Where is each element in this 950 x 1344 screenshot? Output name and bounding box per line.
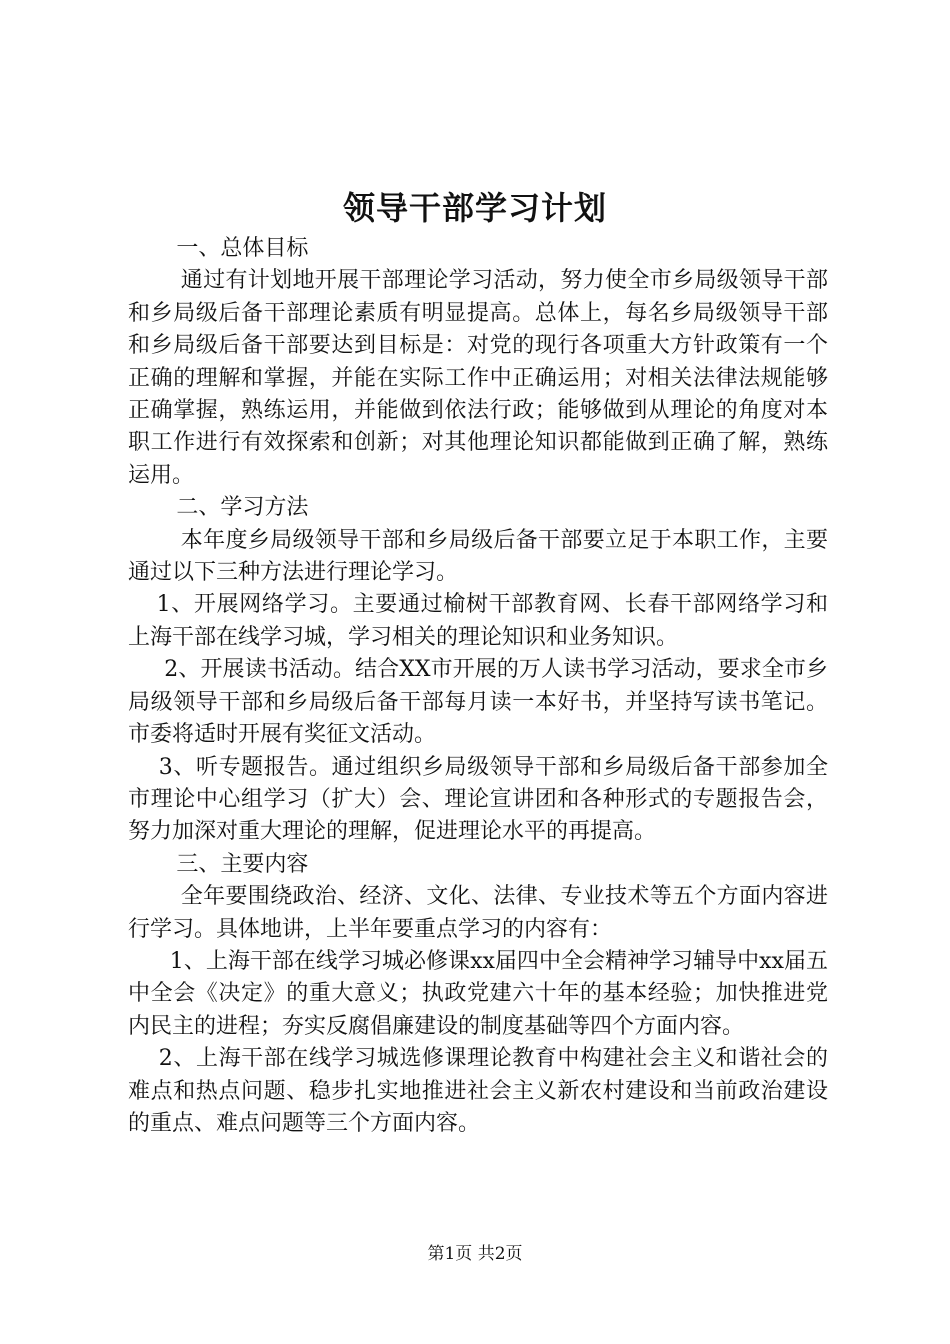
list-item: 1、上海干部在线学习城必修课xx届四中全会精神学习辅导中xx届五中全会《决定》的重大意义；执政党建六十年的基本经验；加快推进党内民主的进程；夯实反腐倡廉建设的制度基础等四个方面内容。	[128, 948, 828, 1039]
page-footer: 第1页 共2页	[427, 1244, 523, 1264]
paragraph: 全年要围绕政治、经济、文化、法律、专业技术等五个方面内容进行学习。具体地讲，上半年要重点学习的内容有：	[128, 884, 828, 942]
document-body	[128, 233, 828, 1140]
paragraph: 通过有计划地开展干部理论学习活动，努力使全市乡局级领导干部和乡局级后备干部理论素质有明显提高。总体上，每名乡局级领导干部和乡局级后备干部要达到目标是：对党的现行各项重大方针政策有一个正确的理解和掌握，并能在实际工作中正确运用；对相关法律法规能够正确掌握，熟练运用，并能做到依法行政；能够做到从理论的角度对本职工作进行有效探索和创新；对其他理论知识都能做到正确了解，熟练运用。	[128, 268, 828, 488]
paragraph: 本年度乡局级领导干部和乡局级后备干部要立足于本职工作，主要通过以下三种方法进行理论学习。	[128, 527, 828, 586]
list-item: 2、开展读书活动。结合XX市开展的万人读书学习活动，要求全市乡局级领导干部和乡局级后备干部每月读一本好书，并坚持写读书笔记。市委将适时开展有奖征文活动。	[128, 657, 828, 748]
section-heading: 一、总体目标	[176, 236, 309, 261]
list-item: 1、开展网络学习。主要通过榆树干部教育网、长春干部网络学习和上海干部在线学习城，学习相关的理论知识和业务知识。	[128, 592, 828, 650]
section-heading: 二、学习方法	[176, 495, 309, 521]
section-heading: 三、主要内容	[176, 851, 309, 877]
document-title: 领导干部学习计划	[342, 189, 607, 227]
list-item: 3、听专题报告。通过组织乡局级领导干部和乡局级后备干部参加全市理论中心组学习（扩大）会、理论宣讲团和各种形式的专题报告会，努力加深对重大理论的理解，促进理论水平的再提高。	[128, 754, 828, 845]
list-item: 2、上海干部在线学习城选修课理论教育中构建社会主义和谐社会的难点和热点问题、稳步扎实地推进社会主义新农村建设和当前政治建设的重点、难点问题等三个方面内容。	[128, 1046, 828, 1136]
